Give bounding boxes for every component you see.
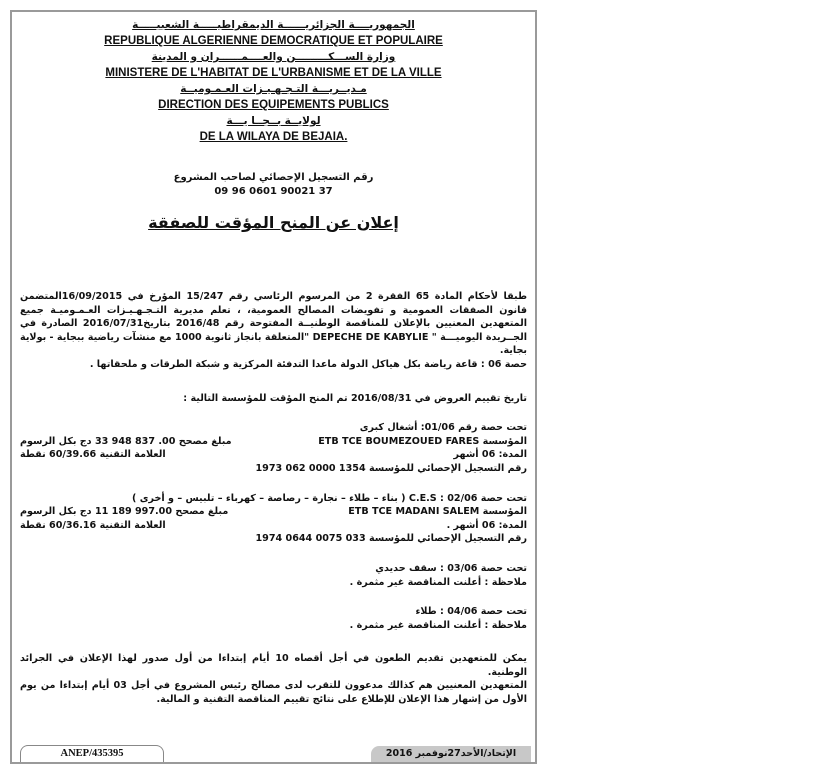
lot-company-row [20, 435, 527, 449]
anep-reference: ANEP/435395 [20, 745, 164, 762]
lot-amount: مبلغ مصحح 33 948 837 .00 دج بكل الرسوم [20, 435, 232, 447]
lot-nif-row: رقم التسجيل الإحصائي للمؤسسة 1974 0644 0075 033 [255, 533, 527, 545]
wilaya-name-ar: لولايــة بــجــا يـــة [226, 115, 321, 127]
direction-name-ar: مـديــريـــة التـجـهـيـزات العـمـوميــة [180, 83, 367, 95]
lot-heading: تحت حصة رقم 01/06: أشغال كبرى [359, 422, 527, 434]
lot-block-3 [12, 562, 535, 589]
direction-name-fr: DIRECTION DES EQUIPEMENTS PUBLICS [158, 99, 389, 111]
amount-value: 11 189 997.00 [94, 506, 173, 518]
closing-paragraph [12, 652, 535, 706]
lot-block-2 [12, 492, 535, 546]
ministry-name-ar: وزارة الســـكـــــــــن والعــــمــــــران و المدينة [151, 51, 396, 63]
lot-score: العلامة التقنية 60/36.16 نقطة [20, 519, 166, 531]
lot-score: العلامة التقنية 60/39.66 نقطة [20, 449, 166, 461]
lot-note: ملاحظة : أعلنت المناقصة غير مثمرة . [349, 619, 527, 631]
lot-nif-row: رقم التسجيل الإحصائي للمؤسسة 1973 062 0000 1354 [255, 462, 527, 474]
score-value: 60/36.16 [49, 519, 97, 531]
owner-registration [12, 171, 535, 199]
lot-duration-row [20, 448, 527, 462]
lot-note: ملاحظة : أعلنت المناقصة غير مثمرة . [349, 576, 527, 588]
score-value: 60/39.66 [49, 449, 97, 461]
ministry-name-fr: MINISTERE DE L'HABITAT DE L'URBANISME ET DE LA VILLE [105, 67, 442, 79]
lot-duration-row [20, 519, 527, 533]
intro-lot-text: حصة 06 : قاعة رياضة بكل هياكل الدولة ماعدا التدفئة المركزية و شبكة الطرقات و ملحقاتها . [89, 358, 527, 370]
lot-block-1 [12, 421, 535, 475]
lot-heading: تحت حصة 02/06 : C.E.S ( بناء – طلاء – نجارة – رصاصة – كهرباء – تلبيس – و أخرى ) [132, 492, 527, 504]
lot-heading: تحت حصة 03/06 : سقف حديدي [375, 562, 527, 574]
announcement-page [10, 10, 537, 764]
evaluation-line: تاريخ تقييم العروض في 2016/08/31 تم المنح المؤقت للمؤسسة التالية : [183, 392, 527, 404]
wilaya-name-fr: DE LA WILAYA DE BEJAIA. [199, 131, 348, 143]
lot-duration: المدة: 06 أشهر [453, 449, 527, 461]
amount-value: 33 948 837 .00 [94, 435, 176, 447]
intro-paragraph [12, 290, 535, 372]
lot-company: المؤسسة ETB TCE BOUMEZOUED FARES [318, 435, 527, 447]
lot-duration: المدة: 06 أشهر . [446, 519, 527, 531]
republic-name-ar: الجمهوريــــة الجزائريــــــة الديمقراطيـــــة الشعبيـــــة [132, 19, 415, 31]
lot-block-4 [12, 605, 535, 632]
appeal-notice: يمكن للمتعهدين تقديم الطعون في أجل أقصاه 10 أيام إبتداءا من أول صدور لهذا الإعلان في الجرائد الوطنية. [20, 653, 528, 678]
lot-company-row [20, 505, 527, 519]
owner-registration-label: رقم التسجيل الإحصائي لصاحب المشروع [173, 172, 374, 183]
owner-registration-number: 09 96 0601 90021 37 [214, 186, 333, 197]
page-footer [12, 744, 535, 762]
company-name: ETB TCE MADANI SALEM [348, 506, 480, 518]
lot-heading: تحت حصة 04/06 : طلاء [415, 606, 527, 618]
company-name: ETB TCE BOUMEZOUED FARES [318, 435, 480, 447]
nif-value: 1973 062 0000 1354 [255, 462, 366, 474]
invitation-notice: المتعهدين المعنيين هم كذالك مدعوون للتقرب لدى مصالح رئيس المشروع في أجل 03 أيام إبتداءا من يوم الأول من إشهار هذا الإعلان للإطلاع على نتائج تقييم المناقصة التقنية و المالية. [20, 680, 527, 706]
publication-info: الإتحاد/الأحد27نوفمبر 2016 [371, 746, 531, 762]
intro-text: طبقا لأحكام المادة 65 الفقرة 2 من المرسوم الرئاسي رقم 15/247 المؤرخ في 16/09/2015المتضمن قانون الصفقات العمومية و تفويضات المصالح العمومية، ، تعلم مديرية التـجـهـيـزات العـمـوميـة جميع المتعهدين المعنيين بالإعلان للمناقصة الوطنيــة المفتوحة رقم 2016/48 بتاريخ2016/07/31 الصادرة في الجــريدة اليوميـــة " DEPECHE DE KABYLIE "المتعلقة بانجاز ثانوية 1000 مع منشآت رياضية ببجاية - بولاية بجاية. [20, 291, 527, 357]
nif-value: 1974 0644 0075 033 [255, 533, 366, 545]
republic-name-fr: REPUBLIQUE ALGERIENNE DEMOCRATIQUE ET POPULAIRE [104, 35, 443, 47]
letterhead [12, 12, 535, 145]
lot-company: المؤسسة ETB TCE MADANI SALEM [348, 506, 527, 518]
lot-amount: مبلغ مصحح 11 189 997.00 دج بكل الرسوم [20, 506, 229, 518]
announcement-title: إعلان عن المنح المؤقت للصفقة [148, 213, 399, 232]
